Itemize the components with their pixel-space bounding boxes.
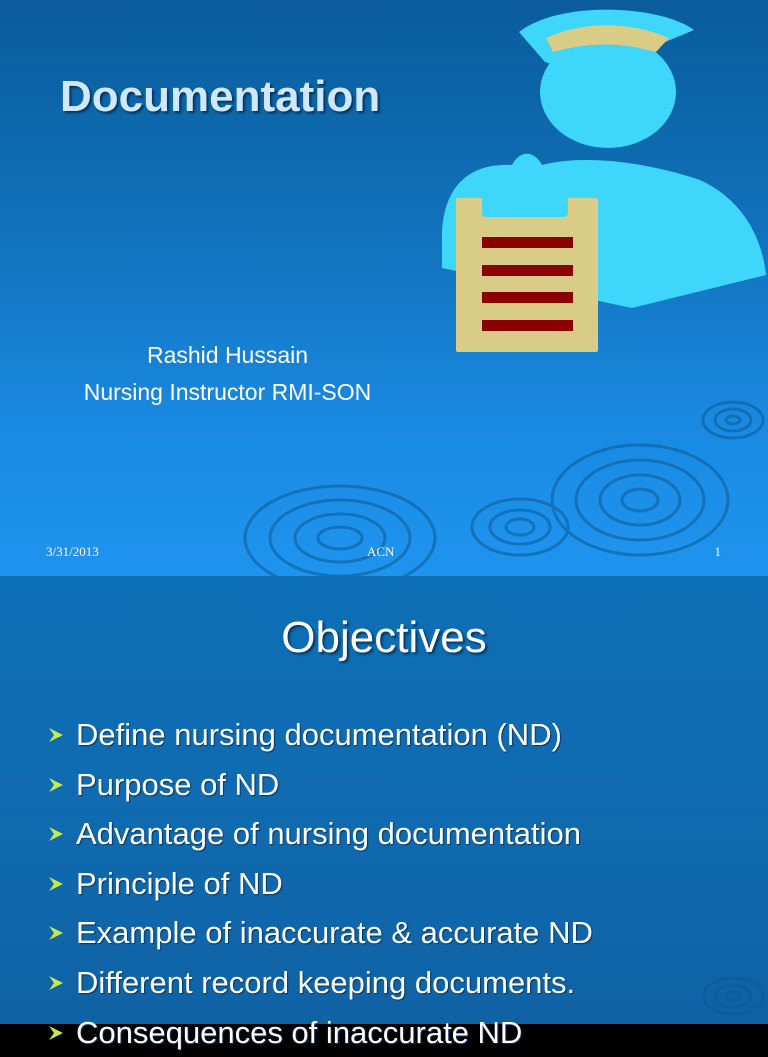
- objective-item: Consequences of inaccurate ND: [46, 1008, 593, 1057]
- arrow-bullet-icon: [48, 925, 64, 941]
- arrow-bullet-icon: [48, 975, 64, 991]
- arrow-bullet-icon: [48, 876, 64, 892]
- objective-item: Advantage of nursing documentation: [46, 809, 593, 859]
- footer-center-text: ACN: [367, 544, 395, 559]
- author-name: Rashid Hussain: [146, 342, 309, 368]
- objective-item: Example of inaccurate & accurate ND: [46, 908, 593, 958]
- arrow-bullet-icon: [48, 727, 64, 743]
- author-block: [40, 337, 415, 411]
- arrow-bullet-icon: [48, 1025, 64, 1041]
- slide-title: Documentation: [60, 72, 381, 121]
- objectives-title: Objectives: [281, 613, 487, 662]
- objectives-list: [46, 710, 593, 1057]
- objective-item: Principle of ND: [46, 859, 593, 909]
- objective-item: Purpose of ND: [46, 760, 593, 810]
- arrow-bullet-icon: [48, 777, 64, 793]
- footer-page-number: 1: [714, 544, 721, 559]
- objective-item: Define nursing documentation (ND): [46, 710, 593, 760]
- arrow-bullet-icon: [48, 826, 64, 842]
- footer-date: 3/31/2013: [46, 544, 99, 559]
- author-role: Nursing Instructor RMI-SON: [83, 379, 372, 405]
- objective-item: Different record keeping documents.: [46, 958, 593, 1008]
